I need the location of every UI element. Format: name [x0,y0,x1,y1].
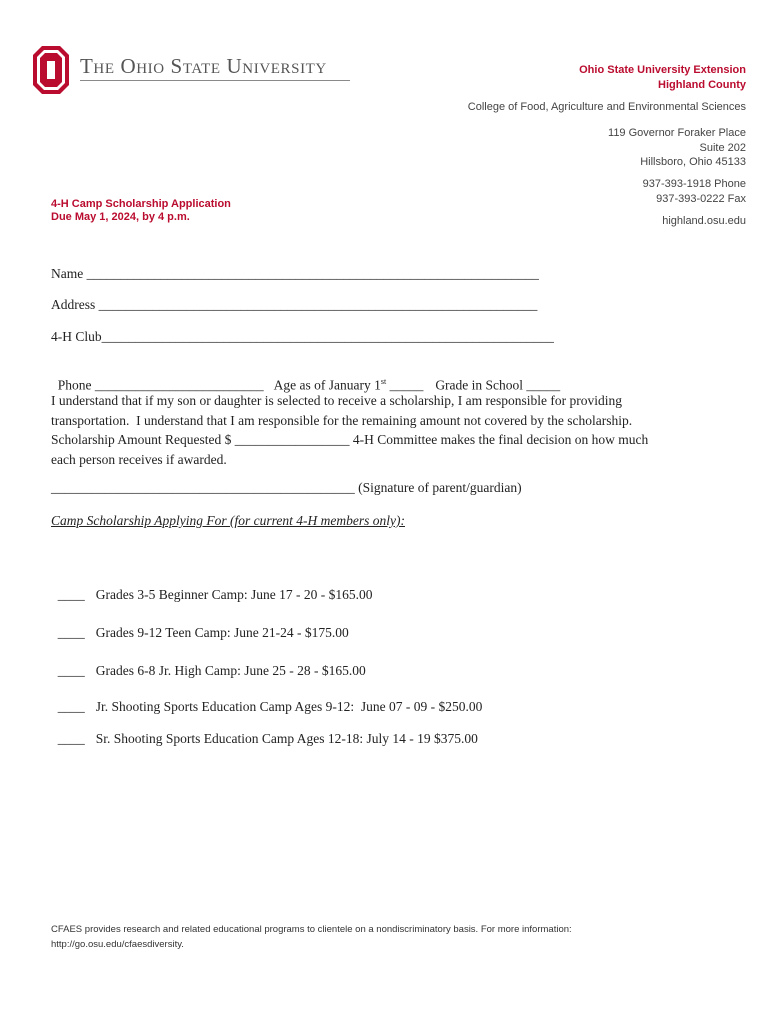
phone-field[interactable]: Phone _________________________ [57,377,264,393]
phone-number: 937-393-1918 Phone [642,178,746,190]
agreement-line-4: each person receives if awarded. [51,451,227,467]
camp-option[interactable] [51,609,349,641]
application-title: 4-H Camp Scholarship Application [51,198,231,210]
agreement-paragraph [51,391,731,469]
college-name: College of Food, Agriculture and Environmental Sciences [467,101,746,113]
camp-checkbox-blank[interactable]: ____ [57,663,85,678]
camp-option[interactable] [51,571,372,603]
camp-option[interactable] [51,683,482,715]
camp-option-label: Grades 6-8 Jr. High Camp: June 25 - 28 - $165.00 [95,663,366,678]
camp-checkbox-blank[interactable]: ____ [57,699,85,714]
agreement-line-3[interactable]: Scholarship Amount Requested $ _________________ 4-H Committee makes the final decision on how much [51,432,649,447]
application-due-date: Due May 1, 2024, by 4 p.m. [51,211,190,223]
camp-option-label: Jr. Shooting Sports Education Camp Ages 9-12: June 07 - 09 - $250.00 [95,699,483,714]
camp-checkbox-blank[interactable]: ____ [57,731,85,746]
signature-line[interactable]: _____________________________________________ (Signature of parent/guardian) [51,480,522,495]
address-field-line[interactable]: Address _________________________________________________________________ [51,297,538,312]
fax-number: 937-393-0222 Fax [656,192,746,205]
phone-age-grade-row [51,361,560,394]
extension-county: Highland County [658,78,746,91]
osu-logo [33,46,353,96]
extension-name: Ohio State University Extension [579,64,746,76]
address-line-1: 119 Governor Foraker Place [608,127,746,139]
grade-field[interactable]: Grade in School _____ [435,377,561,393]
name-field-line[interactable]: Name ___________________________________________________________________ [51,266,539,281]
camp-option-label: Grades 3-5 Beginner Camp: June 17 - 20 - $165.00 [95,587,373,602]
camp-option-label: Sr. Shooting Sports Education Camp Ages 12-18: July 14 - 19 $375.00 [95,731,478,746]
camp-option[interactable] [51,715,478,747]
camp-section-heading: Camp Scholarship Applying For (for current 4-H members only): [51,513,405,528]
age-field-sup: st [380,377,387,386]
office-address [608,126,746,170]
camp-option-label: Grades 9-12 Teen Camp: June 21-24 - $175.00 [95,625,349,640]
age-field-blank[interactable]: _____ [386,377,424,393]
age-field-label: Age as of January 1 [273,377,381,393]
footer-link[interactable]: http://go.osu.edu/cfaesdiversity. [51,939,184,950]
agreement-line-2: transportation. I understand that I am responsible for the remaining amount not covered by the scholarship. [51,412,633,428]
wordmark-divider [80,80,350,81]
application-title-block [51,198,231,224]
camp-option[interactable] [51,647,366,679]
university-wordmark: The Ohio State University [80,54,327,78]
nondiscrimination-footer [51,922,651,952]
footer-statement: CFAES provides research and related educational programs to clientele on a nondiscriminatory basis. For more information: [51,924,572,935]
address-line-2: Suite 202 [699,141,746,154]
address-line-3: Hillsboro, Ohio 45133 [640,156,746,168]
camp-checkbox-blank[interactable]: ____ [57,625,85,640]
contact-numbers [643,177,746,206]
block-o-icon [33,46,69,94]
club-field-line[interactable]: 4-H Club___________________________________________________________________ [51,329,554,344]
extension-office [579,63,746,92]
camp-checkbox-blank[interactable]: ____ [57,587,85,602]
website: highland.osu.edu [662,215,746,227]
agreement-line-1: I understand that if my son or daughter is selected to receive a scholarship, I am responsible for providing [51,393,622,408]
